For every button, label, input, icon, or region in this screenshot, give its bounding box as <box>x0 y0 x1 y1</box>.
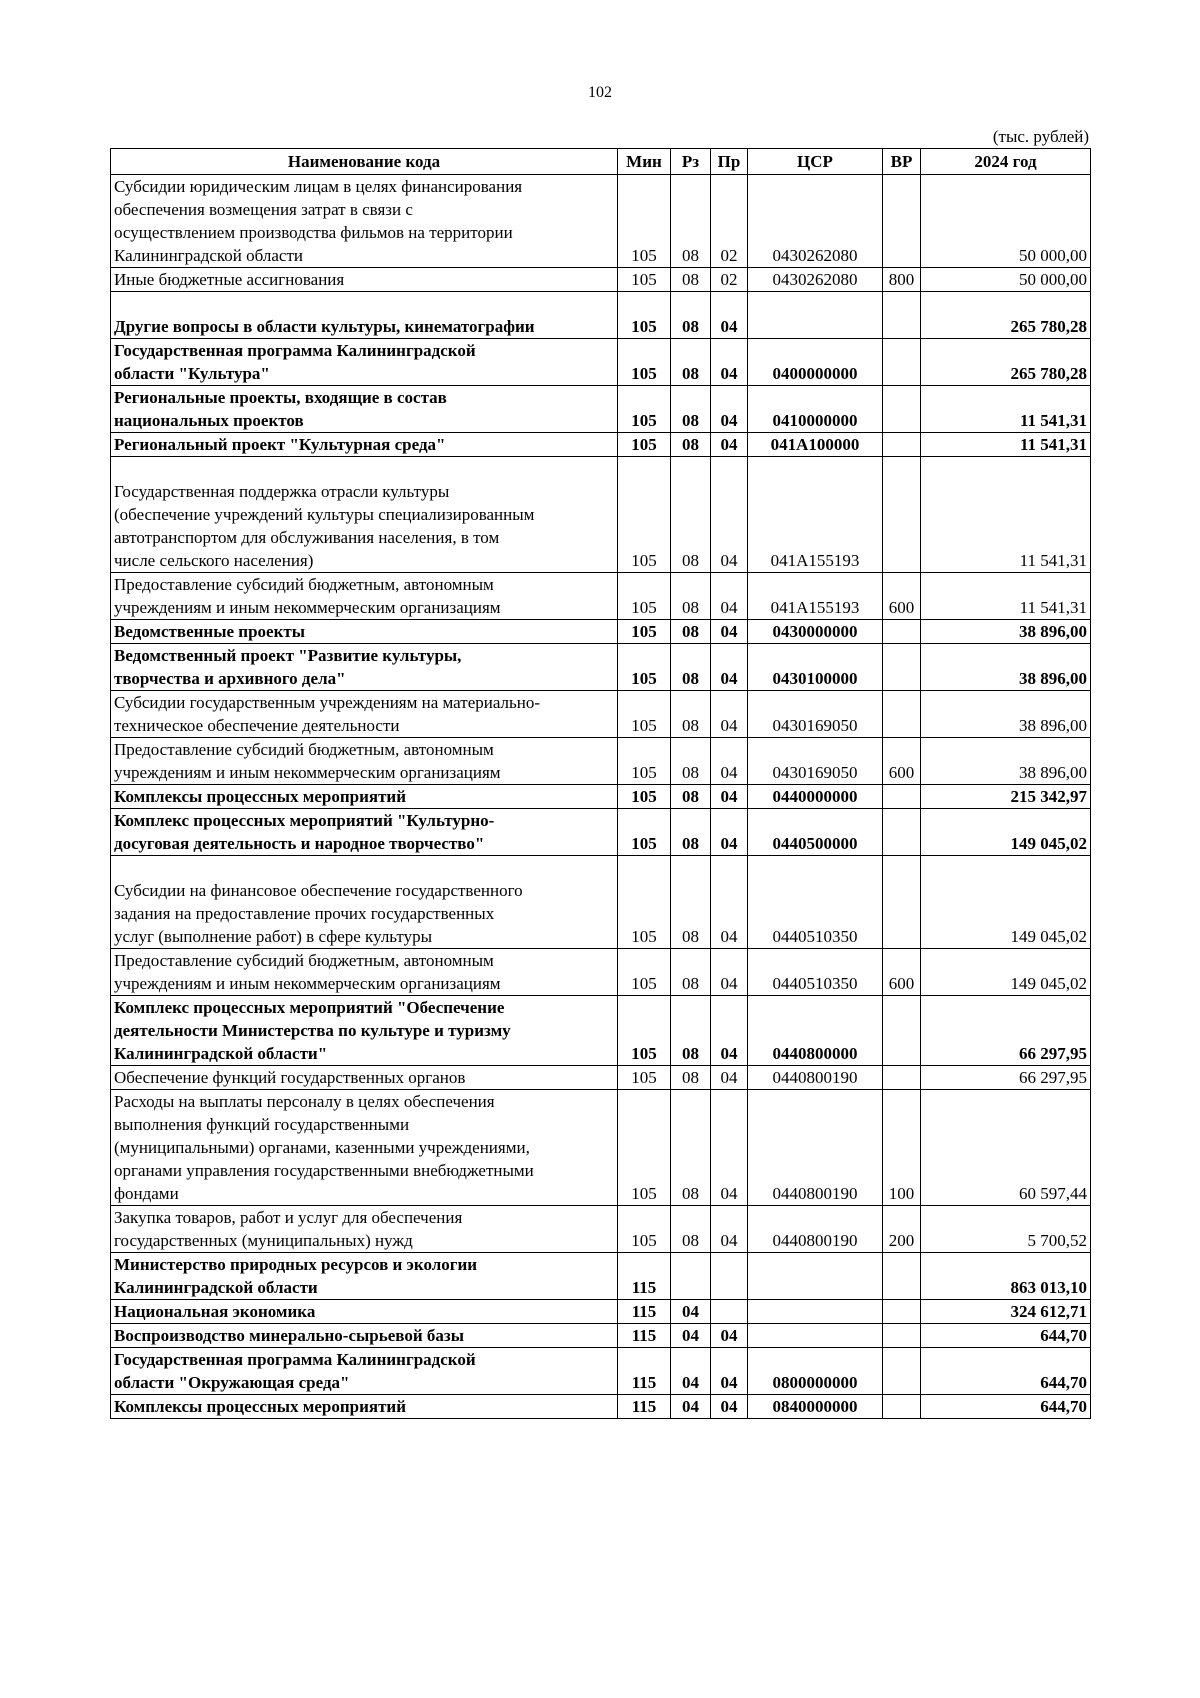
row-name <box>111 996 618 1066</box>
row-name-line: деятельности Министерства по культуре и туризму <box>114 1021 511 1040</box>
row-csr: 0430262080 <box>748 268 883 292</box>
row-pr: 04 <box>711 1090 748 1206</box>
row-vr <box>883 292 921 339</box>
row-name-line: Комплексы процессных мероприятий <box>114 1397 407 1416</box>
table-row <box>111 856 1091 949</box>
row-sum: 265 780,28 <box>921 339 1091 386</box>
row-min: 115 <box>618 1253 671 1300</box>
row-name <box>111 268 618 292</box>
row-pr: 04 <box>711 785 748 809</box>
row-csr: 0440800000 <box>748 996 883 1066</box>
row-name-line: Субсидии на финансовое обеспечение государственного <box>114 881 523 900</box>
row-name <box>111 457 618 573</box>
table-row <box>111 339 1091 386</box>
row-sum: 50 000,00 <box>921 175 1091 268</box>
row-rz: 08 <box>671 996 711 1066</box>
row-name <box>111 1395 618 1419</box>
row-sum: 149 045,02 <box>921 856 1091 949</box>
row-name-line: Калининградской области" <box>114 1044 328 1063</box>
header-name: Наименование кода <box>111 149 618 175</box>
table-row <box>111 1253 1091 1300</box>
table-header-row <box>111 149 1091 175</box>
page-number: 102 <box>588 84 612 101</box>
row-vr <box>883 433 921 457</box>
table-row <box>111 949 1091 996</box>
row-csr: 0440510350 <box>748 856 883 949</box>
row-sum: 863 013,10 <box>921 1253 1091 1300</box>
row-sum: 265 780,28 <box>921 292 1091 339</box>
row-pr: 04 <box>711 996 748 1066</box>
row-min: 115 <box>618 1324 671 1348</box>
header-sum: 2024 год <box>921 149 1091 175</box>
table-row <box>111 785 1091 809</box>
row-name <box>111 785 618 809</box>
row-vr <box>883 1253 921 1300</box>
row-sum: 38 896,00 <box>921 644 1091 691</box>
row-csr: 0430169050 <box>748 691 883 738</box>
row-name-line: Калининградской области <box>114 1278 318 1297</box>
row-min: 115 <box>618 1348 671 1395</box>
row-rz: 08 <box>671 949 711 996</box>
row-name <box>111 620 618 644</box>
table-row <box>111 433 1091 457</box>
row-vr <box>883 175 921 268</box>
row-pr: 04 <box>711 620 748 644</box>
row-name-line: области "Окружающая среда" <box>114 1373 350 1392</box>
row-rz: 08 <box>671 339 711 386</box>
row-name-line: выполнения функций государственными <box>114 1115 410 1134</box>
row-name-line: учреждениям и иным некоммерческим организациям <box>114 763 501 782</box>
row-name-line: (муниципальными) органами, казенными учреждениями, <box>114 1138 530 1157</box>
row-rz: 08 <box>671 457 711 573</box>
row-rz: 08 <box>671 386 711 433</box>
row-pr: 04 <box>711 292 748 339</box>
row-name-line: национальных проектов <box>114 411 304 430</box>
budget-table <box>110 148 1091 1419</box>
row-min: 105 <box>618 620 671 644</box>
row-name-line: Региональные проекты, входящие в состав <box>114 388 447 407</box>
row-sum: 50 000,00 <box>921 268 1091 292</box>
row-sum: 5 700,52 <box>921 1206 1091 1253</box>
row-min: 105 <box>618 738 671 785</box>
row-pr: 04 <box>711 457 748 573</box>
row-name-line: фондами <box>114 1184 179 1203</box>
row-name-line: Субсидии государственным учреждениям на материально- <box>114 693 541 712</box>
row-csr: 0440800190 <box>748 1090 883 1206</box>
row-sum: 66 297,95 <box>921 1066 1091 1090</box>
row-min: 105 <box>618 809 671 856</box>
row-name <box>111 1206 618 1253</box>
row-name <box>111 1066 618 1090</box>
row-csr: 0400000000 <box>748 339 883 386</box>
row-vr <box>883 339 921 386</box>
row-name-line: задания на предоставление прочих государственных <box>114 904 495 923</box>
row-pr: 04 <box>711 856 748 949</box>
row-rz: 08 <box>671 268 711 292</box>
row-name <box>111 691 618 738</box>
row-vr <box>883 1395 921 1419</box>
row-rz: 08 <box>671 175 711 268</box>
row-name-line: Ведомственный проект "Развитие культуры, <box>114 646 462 665</box>
row-pr: 04 <box>711 1395 748 1419</box>
table-row <box>111 573 1091 620</box>
row-sum: 66 297,95 <box>921 996 1091 1066</box>
header-min: Мин <box>618 149 671 175</box>
row-rz: 08 <box>671 433 711 457</box>
row-pr: 04 <box>711 691 748 738</box>
row-pr: 04 <box>711 809 748 856</box>
row-min: 105 <box>618 573 671 620</box>
row-sum: 644,70 <box>921 1324 1091 1348</box>
row-min: 105 <box>618 949 671 996</box>
row-vr <box>883 644 921 691</box>
table-row <box>111 1090 1091 1206</box>
row-rz: 04 <box>671 1300 711 1324</box>
row-sum: 215 342,97 <box>921 785 1091 809</box>
row-name-line: Государственная поддержка отрасли культуры <box>114 482 450 501</box>
row-vr: 200 <box>883 1206 921 1253</box>
row-name-line: Субсидии юридическим лицам в целях финансирования <box>114 177 523 196</box>
row-csr: 0800000000 <box>748 1348 883 1395</box>
row-name-line: государственных (муниципальных) нужд <box>114 1231 413 1250</box>
row-vr <box>883 1300 921 1324</box>
row-sum: 38 896,00 <box>921 738 1091 785</box>
row-name <box>111 1253 618 1300</box>
row-name-line: Другие вопросы в области культуры, кинематографии <box>114 317 535 336</box>
row-name-line: Ведомственные проекты <box>114 622 306 641</box>
row-vr: 600 <box>883 738 921 785</box>
row-sum: 38 896,00 <box>921 691 1091 738</box>
row-csr: 041А155193 <box>748 573 883 620</box>
row-name-line: Предоставление субсидий бюджетным, автономным <box>114 951 494 970</box>
row-name-line: (обеспечение учреждений культуры специализированным <box>114 505 535 524</box>
row-name-line: числе сельского населения) <box>114 551 314 570</box>
row-min: 105 <box>618 457 671 573</box>
row-rz: 08 <box>671 1066 711 1090</box>
row-min: 105 <box>618 996 671 1066</box>
header-csr: ЦСР <box>748 149 883 175</box>
table-row <box>111 457 1091 573</box>
row-rz: 08 <box>671 738 711 785</box>
table-row <box>111 620 1091 644</box>
row-csr: 0440800190 <box>748 1206 883 1253</box>
row-pr: 04 <box>711 1348 748 1395</box>
row-csr: 0440500000 <box>748 809 883 856</box>
row-sum: 60 597,44 <box>921 1090 1091 1206</box>
row-min: 105 <box>618 268 671 292</box>
row-sum: 149 045,02 <box>921 809 1091 856</box>
row-vr: 600 <box>883 949 921 996</box>
row-vr <box>883 785 921 809</box>
row-pr: 04 <box>711 1066 748 1090</box>
row-sum: 149 045,02 <box>921 949 1091 996</box>
row-pr: 04 <box>711 1324 748 1348</box>
row-rz: 04 <box>671 1395 711 1419</box>
row-vr <box>883 1324 921 1348</box>
row-vr <box>883 809 921 856</box>
row-name <box>111 1348 618 1395</box>
row-csr: 0430169050 <box>748 738 883 785</box>
row-pr: 04 <box>711 738 748 785</box>
row-vr: 600 <box>883 573 921 620</box>
row-name <box>111 949 618 996</box>
table-row <box>111 996 1091 1066</box>
row-pr: 04 <box>711 949 748 996</box>
row-name-line: Министерство природных ресурсов и экологии <box>114 1255 478 1274</box>
row-name <box>111 644 618 691</box>
row-name <box>111 573 618 620</box>
row-name-line: учреждениям и иным некоммерческим организациям <box>114 598 501 617</box>
row-vr <box>883 386 921 433</box>
row-name-line: Воспроизводство минерально-сырьевой базы <box>114 1326 464 1345</box>
row-rz: 08 <box>671 292 711 339</box>
row-name <box>111 856 618 949</box>
row-name-line: Государственная программа Калининградской <box>114 1350 476 1369</box>
row-rz: 08 <box>671 809 711 856</box>
header-vr: ВР <box>883 149 921 175</box>
table-row <box>111 1300 1091 1324</box>
row-name-line: учреждениям и иным некоммерческим организациям <box>114 974 501 993</box>
table-row <box>111 644 1091 691</box>
row-min: 105 <box>618 386 671 433</box>
table-row <box>111 1066 1091 1090</box>
row-rz: 08 <box>671 1206 711 1253</box>
row-sum: 644,70 <box>921 1395 1091 1419</box>
row-min: 105 <box>618 1066 671 1090</box>
row-name <box>111 175 618 268</box>
row-name-line: органами управления государственными внебюджетными <box>114 1161 534 1180</box>
header-pr: Пр <box>711 149 748 175</box>
row-pr: 04 <box>711 573 748 620</box>
row-vr <box>883 856 921 949</box>
row-min: 115 <box>618 1300 671 1324</box>
row-csr: 0840000000 <box>748 1395 883 1419</box>
row-name <box>111 1090 618 1206</box>
row-name-line: Предоставление субсидий бюджетным, автономным <box>114 740 494 759</box>
row-rz: 08 <box>671 1090 711 1206</box>
row-pr: 04 <box>711 386 748 433</box>
units-label: (тыс. рублей) <box>992 127 1089 146</box>
table-row <box>111 175 1091 268</box>
row-name-line: досуговая деятельность и народное творчество" <box>114 834 485 853</box>
row-csr: 0410000000 <box>748 386 883 433</box>
row-min: 105 <box>618 691 671 738</box>
row-name-line: Расходы на выплаты персоналу в целях обеспечения <box>114 1092 495 1111</box>
row-name <box>111 809 618 856</box>
row-rz: 08 <box>671 573 711 620</box>
row-vr <box>883 457 921 573</box>
table-row <box>111 1395 1091 1419</box>
row-csr: 041А100000 <box>748 433 883 457</box>
row-pr: 02 <box>711 268 748 292</box>
row-pr: 04 <box>711 644 748 691</box>
row-csr: 0440510350 <box>748 949 883 996</box>
row-sum: 324 612,71 <box>921 1300 1091 1324</box>
row-rz: 08 <box>671 856 711 949</box>
row-name-line: Комплекс процессных мероприятий "Обеспечение <box>114 998 505 1017</box>
row-name-line: Закупка товаров, работ и услуг для обеспечения <box>114 1208 463 1227</box>
row-vr <box>883 1348 921 1395</box>
row-name-line: обеспечения возмещения затрат в связи с <box>114 200 413 219</box>
row-name-line: Иные бюджетные ассигнования <box>114 270 345 289</box>
row-name-line: осуществлением производства фильмов на территории <box>114 223 513 242</box>
table-row <box>111 1324 1091 1348</box>
row-pr: 04 <box>711 339 748 386</box>
row-name-line: Государственная программа Калининградской <box>114 341 476 360</box>
row-rz: 08 <box>671 644 711 691</box>
row-vr: 100 <box>883 1090 921 1206</box>
row-pr: 04 <box>711 433 748 457</box>
row-csr <box>748 1300 883 1324</box>
row-name-line: Калининградской области <box>114 246 303 265</box>
row-name-line: автотранспортом для обслуживания населения, в том <box>114 528 500 547</box>
row-pr <box>711 1253 748 1300</box>
row-csr: 0430100000 <box>748 644 883 691</box>
row-sum: 38 896,00 <box>921 620 1091 644</box>
header-rz: Рз <box>671 149 711 175</box>
row-name-line: Региональный проект "Культурная среда" <box>114 435 446 454</box>
row-name-line: Предоставление субсидий бюджетным, автономным <box>114 575 494 594</box>
row-min: 105 <box>618 785 671 809</box>
row-min: 105 <box>618 292 671 339</box>
row-sum: 11 541,31 <box>921 386 1091 433</box>
row-pr <box>711 1300 748 1324</box>
row-min: 105 <box>618 433 671 457</box>
row-name <box>111 292 618 339</box>
row-csr <box>748 292 883 339</box>
row-vr <box>883 1066 921 1090</box>
row-vr <box>883 620 921 644</box>
row-vr <box>883 996 921 1066</box>
table-row <box>111 691 1091 738</box>
row-csr: 0430000000 <box>748 620 883 644</box>
table-row <box>111 1206 1091 1253</box>
row-vr <box>883 691 921 738</box>
row-min: 105 <box>618 1206 671 1253</box>
row-name <box>111 738 618 785</box>
row-sum: 644,70 <box>921 1348 1091 1395</box>
row-min: 105 <box>618 856 671 949</box>
row-name-line: техническое обеспечение деятельности <box>114 716 400 735</box>
row-name-line: творчества и архивного дела" <box>114 669 346 688</box>
row-name-line: Комплексы процессных мероприятий <box>114 787 407 806</box>
row-name <box>111 433 618 457</box>
row-csr: 0430262080 <box>748 175 883 268</box>
row-rz: 04 <box>671 1348 711 1395</box>
row-sum: 11 541,31 <box>921 573 1091 620</box>
row-rz: 08 <box>671 620 711 644</box>
row-csr <box>748 1253 883 1300</box>
table-row <box>111 809 1091 856</box>
row-csr: 041А155193 <box>748 457 883 573</box>
row-name-line: области "Культура" <box>114 364 270 383</box>
row-csr <box>748 1324 883 1348</box>
row-rz: 08 <box>671 785 711 809</box>
row-min: 105 <box>618 644 671 691</box>
table-row <box>111 1348 1091 1395</box>
row-csr: 0440800190 <box>748 1066 883 1090</box>
row-name <box>111 1300 618 1324</box>
row-min: 105 <box>618 339 671 386</box>
row-rz: 08 <box>671 691 711 738</box>
row-csr: 0440000000 <box>748 785 883 809</box>
row-name-line: Обеспечение функций государственных органов <box>114 1068 466 1087</box>
row-rz: 04 <box>671 1324 711 1348</box>
table-row <box>111 268 1091 292</box>
row-name-line: Комплекс процессных мероприятий "Культурно- <box>114 811 495 830</box>
row-sum: 11 541,31 <box>921 457 1091 573</box>
row-vr: 800 <box>883 268 921 292</box>
row-sum: 11 541,31 <box>921 433 1091 457</box>
row-pr: 02 <box>711 175 748 268</box>
row-min: 115 <box>618 1395 671 1419</box>
row-min: 105 <box>618 175 671 268</box>
table-row <box>111 292 1091 339</box>
row-name-line: Национальная экономика <box>114 1302 316 1321</box>
row-name-line: услуг (выполнение работ) в сфере культуры <box>114 927 433 946</box>
row-rz <box>671 1253 711 1300</box>
row-pr: 04 <box>711 1206 748 1253</box>
table-row <box>111 738 1091 785</box>
row-name <box>111 386 618 433</box>
table-row <box>111 386 1091 433</box>
row-min: 105 <box>618 1090 671 1206</box>
row-name <box>111 339 618 386</box>
row-name <box>111 1324 618 1348</box>
